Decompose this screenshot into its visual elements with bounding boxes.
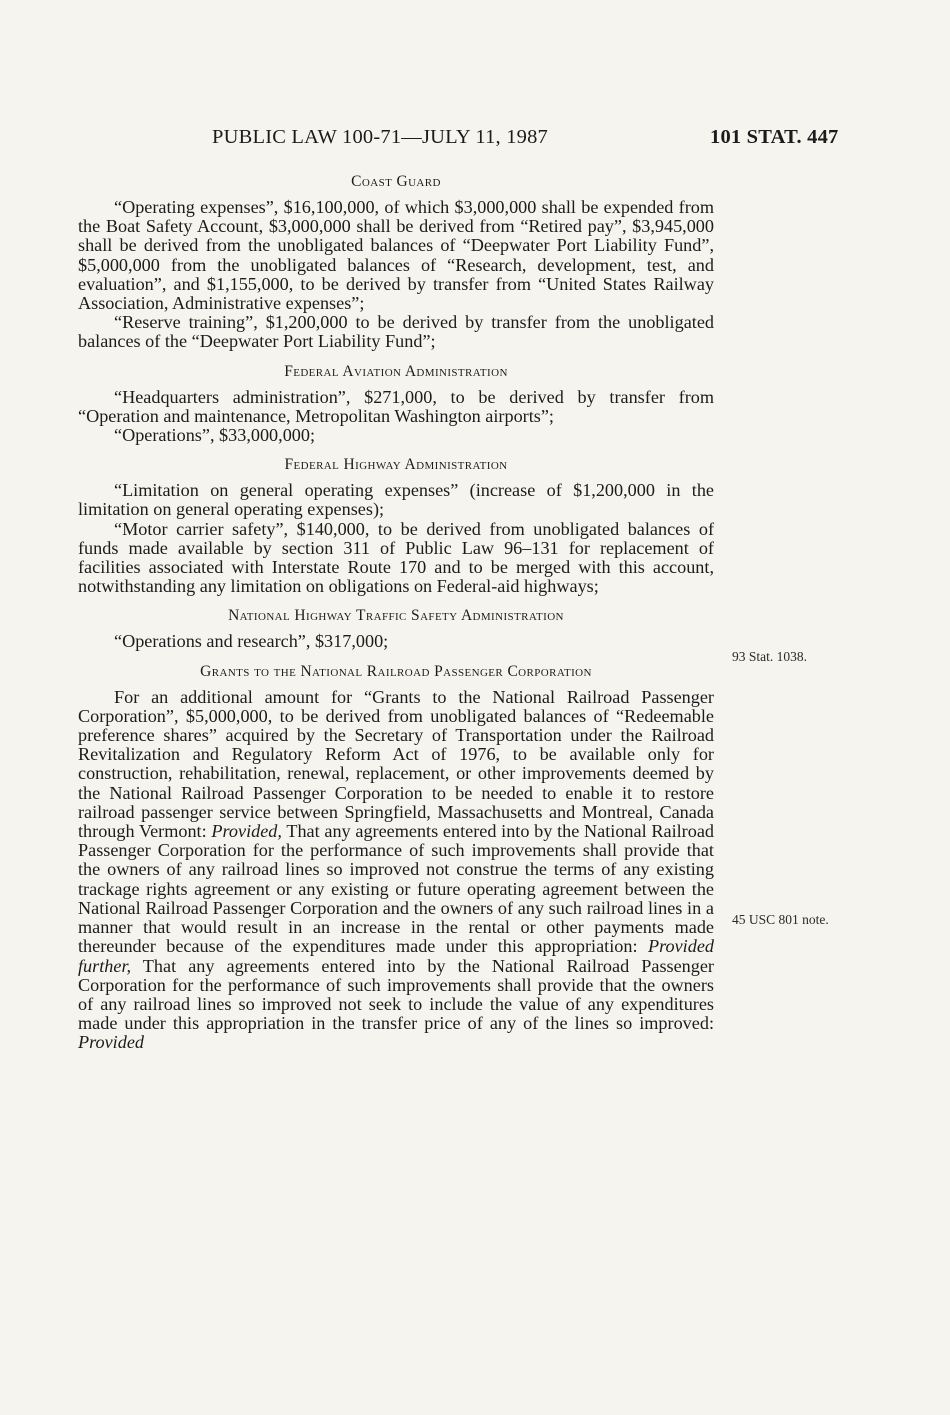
body-column [78,172,714,1053]
amtrak-italic-provided: Provided, [211,821,282,842]
margin-note-45-usc: 45 USC 801 note. [732,912,829,927]
section-heading-fhwa: Federal Highway Administration [284,456,508,474]
amtrak-text-part-2: That any agreements entered into by the National Railroad Passenger Corporation for the performance of such improvements shall provide that the owners of any railroad lines so improved not construe the terms of any existing trackage rights agreement or any existing or future operating agreement between the National Railroad Passenger Corporation and the owners of any such railroad lines in a manner that would result in an increase in the rental or other payments made thereunder because of the expenditures made under this appropriation: [78,821,714,957]
margin-note-93-stat: 93 Stat. 1038. [732,649,808,664]
paragraph-operating-expenses: “Operating expenses”, $16,100,000, of which $3,000,000 shall be expended from the Boat Safety Account, $3,000,000 shall be derived from “Retired pay”, $3,945,000 shall be derived from the unobligated balances of “Deepwater Port Liability Fund”, $5,000,000 from the unobligated balances of “Research, development, test, and evaluation”, and $1,155,000, to be derived by transfer from “United States Railway Association, Administrative expenses”; [78,197,714,314]
amtrak-italic-provided-end: Provided [78,1032,144,1053]
paragraph-headquarters-administration: “Headquarters administration”, $271,000, to be derived by transfer from “Operation and maintenance, Metropolitan Washington airports”; [78,386,714,426]
paragraph-amtrak-grants [78,688,714,1053]
section-heading-coast-guard: Coast Guard [351,173,441,190]
amtrak-italic-provided-further: Provided further, [78,936,714,976]
paragraph-reserve-training: “Reserve training”, $1,200,000 to be derived by transfer from the unobligated balances of the “Deepwater Port Liability Fund”; [78,312,714,352]
paragraph-operations: “Operations”, $33,000,000; [114,425,316,446]
section-heading-faa: Federal Aviation Administration [284,362,508,380]
amtrak-text-part-1: For an additional amount for “Grants to the National Railroad Passenger Corporation”, $5,000,000, to be derived from unobligated balances of “Redeemable preference shares” acquired by the Secretary of Transportation under the Railroad Revitalization and Regulatory Reform Act of 1976, to be available only for construction, rehabilitation, renewal, replacement, or other improvements deemed by the National Railroad Passenger Corporation to be needed to enable it to restore railroad passenger service between Springfield, Massachusetts and Montreal, Canada through Vermont: [78,686,714,842]
section-heading-nhtsa: National Highway Traffic Safety Administration [228,607,564,625]
amtrak-text-part-3: That any agreements entered into by the National Railroad Passenger Corporation for the performance of such improvements shall provide that the owners of any railroad lines so improved not seek to include the value of any expenditures made under this appropriation in the transfer price of any of the lines so improved: [78,955,714,1034]
page-header-title: PUBLIC LAW 100-71—JULY 11, 1987 [212,126,549,148]
paragraph-limitation-general-operating: “Limitation on general operating expenses” (increase of $1,200,000 in the limitation on general operating expenses); [78,480,714,520]
page-header-stat-ref: 101 STAT. 447 [710,126,839,148]
paragraph-motor-carrier-safety: “Motor carrier safety”, $140,000, to be derived from unobligated balances of funds made available by section 311 of Public Law 96–131 for replacement of facilities associated with Interstate Route 170 and to be merged with this account, notwithstanding any limitation on obligations on Federal-aid highways; [78,518,714,597]
paragraph-operations-and-research: “Operations and research”, $317,000; [114,631,389,652]
section-heading-amtrak-grants: Grants to the National Railroad Passenger Corporation [200,662,592,680]
